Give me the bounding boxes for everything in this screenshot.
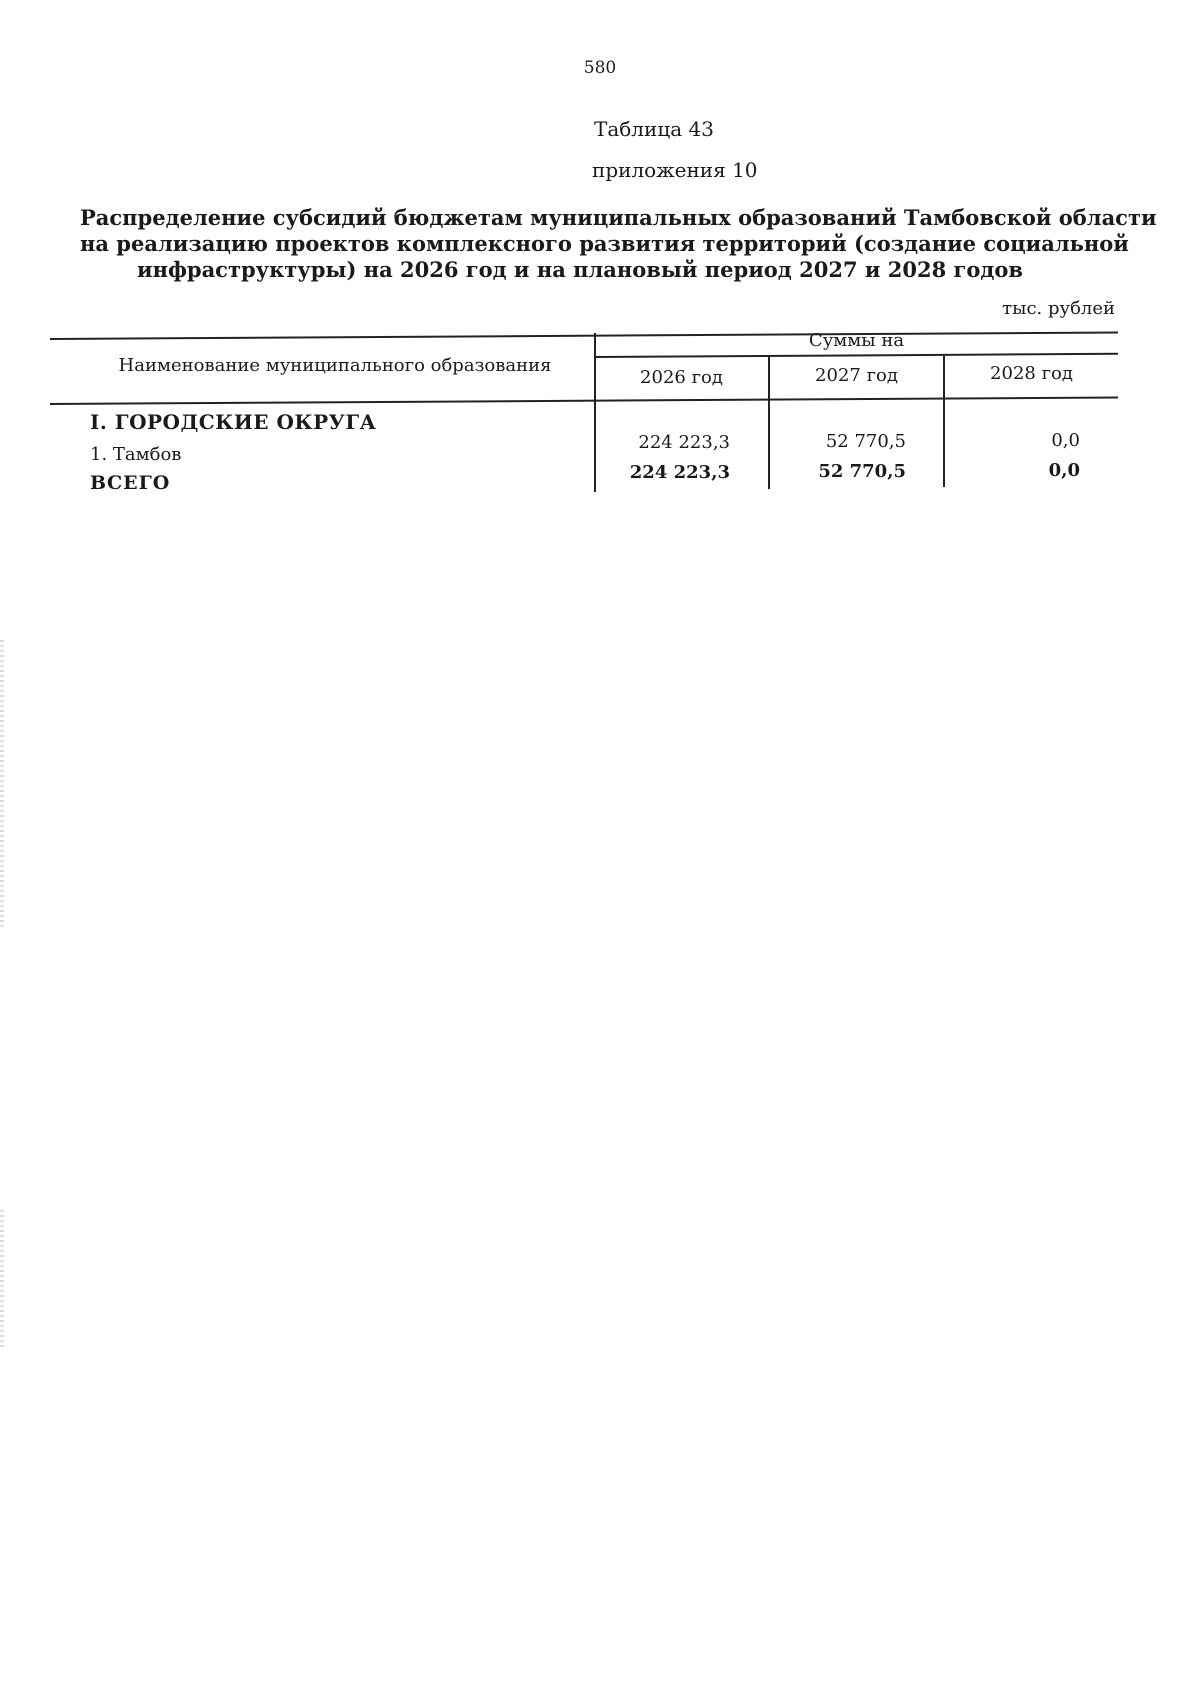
- unit-label: тыс. рублей: [1002, 298, 1115, 319]
- page-number: 580: [583, 58, 617, 78]
- total-value: 52 770,5: [818, 461, 906, 482]
- row-value: 52 770,5: [825, 431, 906, 452]
- document-title: [80, 205, 1157, 283]
- header-year: 2028 год: [990, 363, 1073, 384]
- total-value: 224 223,3: [629, 462, 730, 483]
- scan-artifact: [0, 1210, 4, 1350]
- table-label: Таблица 43: [594, 117, 714, 141]
- sums-header-rule: [594, 353, 1118, 358]
- header-sums: Суммы на: [808, 330, 905, 351]
- title-line: на реализацию проектов комплексного развития территорий (создание социальной: [80, 231, 1129, 256]
- header-bottom-rule: [50, 396, 1118, 405]
- group-label: I. ГОРОДСКИЕ ОКРУГА: [90, 410, 377, 434]
- title-line: инфраструктуры) на 2026 год и на плановый период 2027 и 2028 годов: [137, 257, 1023, 282]
- header-year: 2026 год: [640, 367, 723, 388]
- row-name: 1. Тамбов: [90, 444, 182, 465]
- scan-artifact: [0, 640, 4, 930]
- header-year: 2027 год: [815, 365, 898, 386]
- row-value: 0,0: [1051, 430, 1080, 451]
- header-name: Наименование муниципального образования: [118, 355, 552, 376]
- row-value: 224 223,3: [638, 432, 730, 453]
- total-label: ВСЕГО: [90, 472, 171, 494]
- title-line: Распределение субсидий бюджетам муниципальных образований Тамбовской области: [80, 205, 1157, 230]
- total-value: 0,0: [1048, 460, 1080, 481]
- appendix-label: приложения 10: [592, 158, 758, 182]
